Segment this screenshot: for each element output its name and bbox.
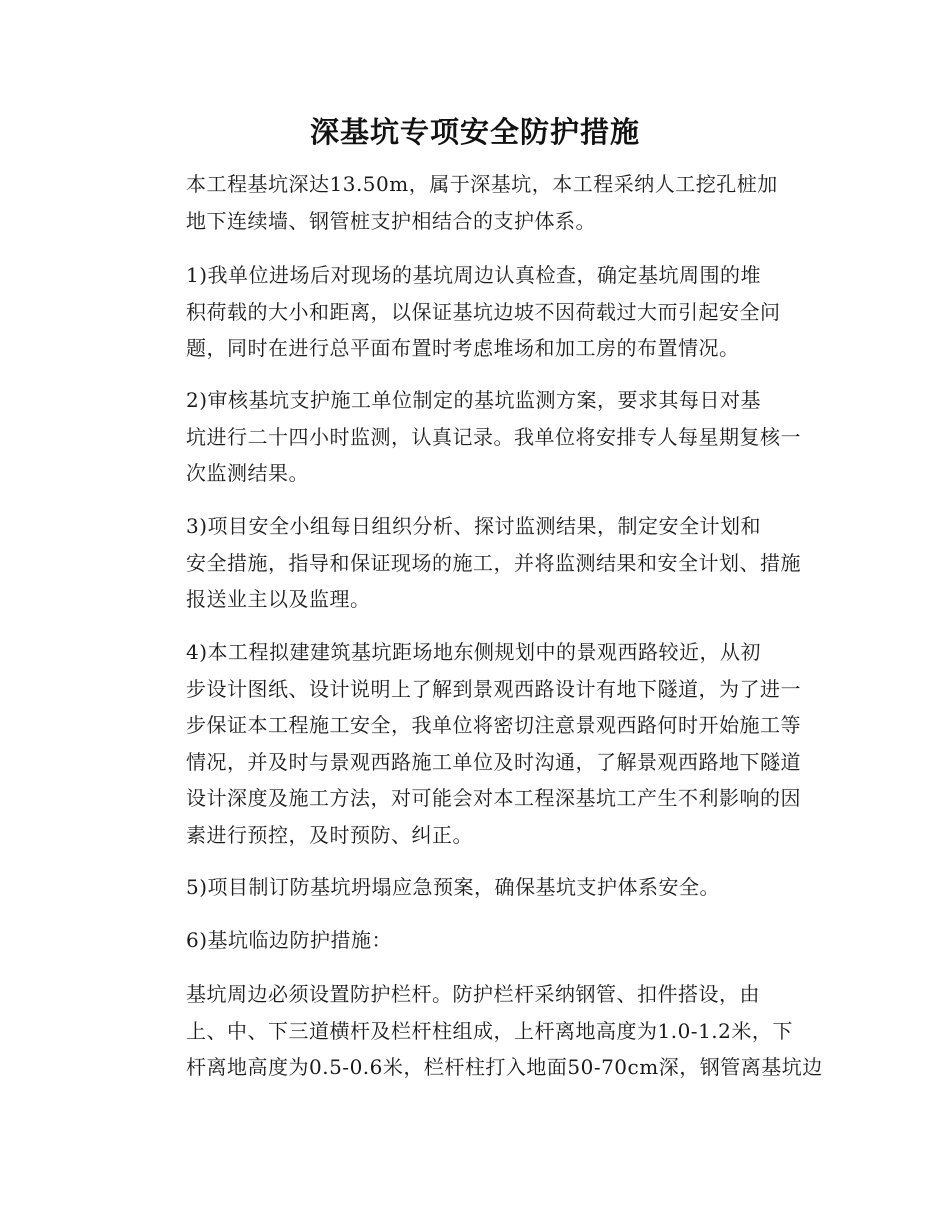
- paragraph-line: 安全措施，指导和保证现场的施工，并将监测结果和安全计划、措施: [186, 550, 801, 575]
- paragraph-railing: [141, 976, 823, 1086]
- paragraph-line: 5)项目制订防基坑坍塌应急预案，确保基坑支护体系安全。: [186, 875, 721, 899]
- paragraph-line: 报送业主以及监理。: [186, 587, 371, 611]
- paragraph-line: 基坑周边必须设置防护栏杆。防护栏杆采纳钢管、扣件搭设，由: [186, 982, 760, 1006]
- paragraph-line: 本工程基坑深达13.50m，属于深基坑，本工程采纳人工挖孔桩加: [186, 172, 778, 196]
- paragraph-intro: [141, 166, 809, 239]
- paragraph-line: 3)项目安全小组每日组织分析、探讨监测结果，制定安全计划和: [186, 514, 762, 538]
- paragraph-item-1: [141, 257, 809, 367]
- paragraph-line: 积荷载的大小和距离，以保证基坑边坡不因荷载过大而引起安全问: [186, 299, 781, 324]
- paragraph-line: 素进行预控，及时预防、纠正。: [186, 822, 473, 847]
- paragraph-line: 题，同时在进行总平面布置时考虑堆场和加工房的布置情况。: [186, 336, 740, 360]
- paragraph-line: 杆离地高度为0.5-0.6米，栏杆柱打入地面50-70cm深，钢管离基坑边: [186, 1055, 823, 1079]
- paragraph-line: 步设计图纸、设计说明上了解到景观西路设计有地下隧道，为了进一: [186, 676, 801, 701]
- paragraph-line: 坑进行二十四小时监测，认真记录。我单位将安排专人每星期复核一: [186, 424, 801, 449]
- paragraph-line: 上、中、下三道横杆及栏杆柱组成，上杆离地高度为1.0-1.2米，下: [186, 1018, 793, 1043]
- document-title: 深基坑专项安全防护措施: [309, 115, 640, 149]
- paragraph-line: 6)基坑临边防护措施：: [186, 928, 393, 952]
- paragraph-line: 次监测结果。: [186, 461, 309, 485]
- paragraph-item-4: [141, 634, 809, 853]
- paragraph-item-3: [141, 508, 809, 618]
- paragraph-line: 4)本工程拟建建筑基坑距场地东侧规划中的景观西路较近，从初: [186, 640, 762, 664]
- paragraph-item-5: [141, 869, 809, 906]
- paragraph-item-6: [141, 922, 809, 959]
- paragraph-line: 地下连续墙、钢管桩支护相结合的支护体系。: [186, 208, 596, 233]
- paragraph-item-2: [141, 382, 809, 492]
- paragraph-line: 2)审核基坑支护施工单位制定的基坑监测方案，要求其每日对基: [186, 388, 762, 412]
- paragraph-line: 1)我单位进场后对现场的基坑周边认真检查，确定基坑周围的堆: [186, 263, 762, 287]
- paragraph-line: 步保证本工程施工安全，我单位将密切注意景观西路何时开始施工等: [186, 713, 801, 737]
- paragraph-line: 设计深度及施工方法，对可能会对本工程深基坑工产生不利影响的因: [186, 786, 801, 810]
- paragraph-line: 情况，并及时与景观西路施工单位及时沟通，了解景观西路地下隧道: [186, 749, 801, 774]
